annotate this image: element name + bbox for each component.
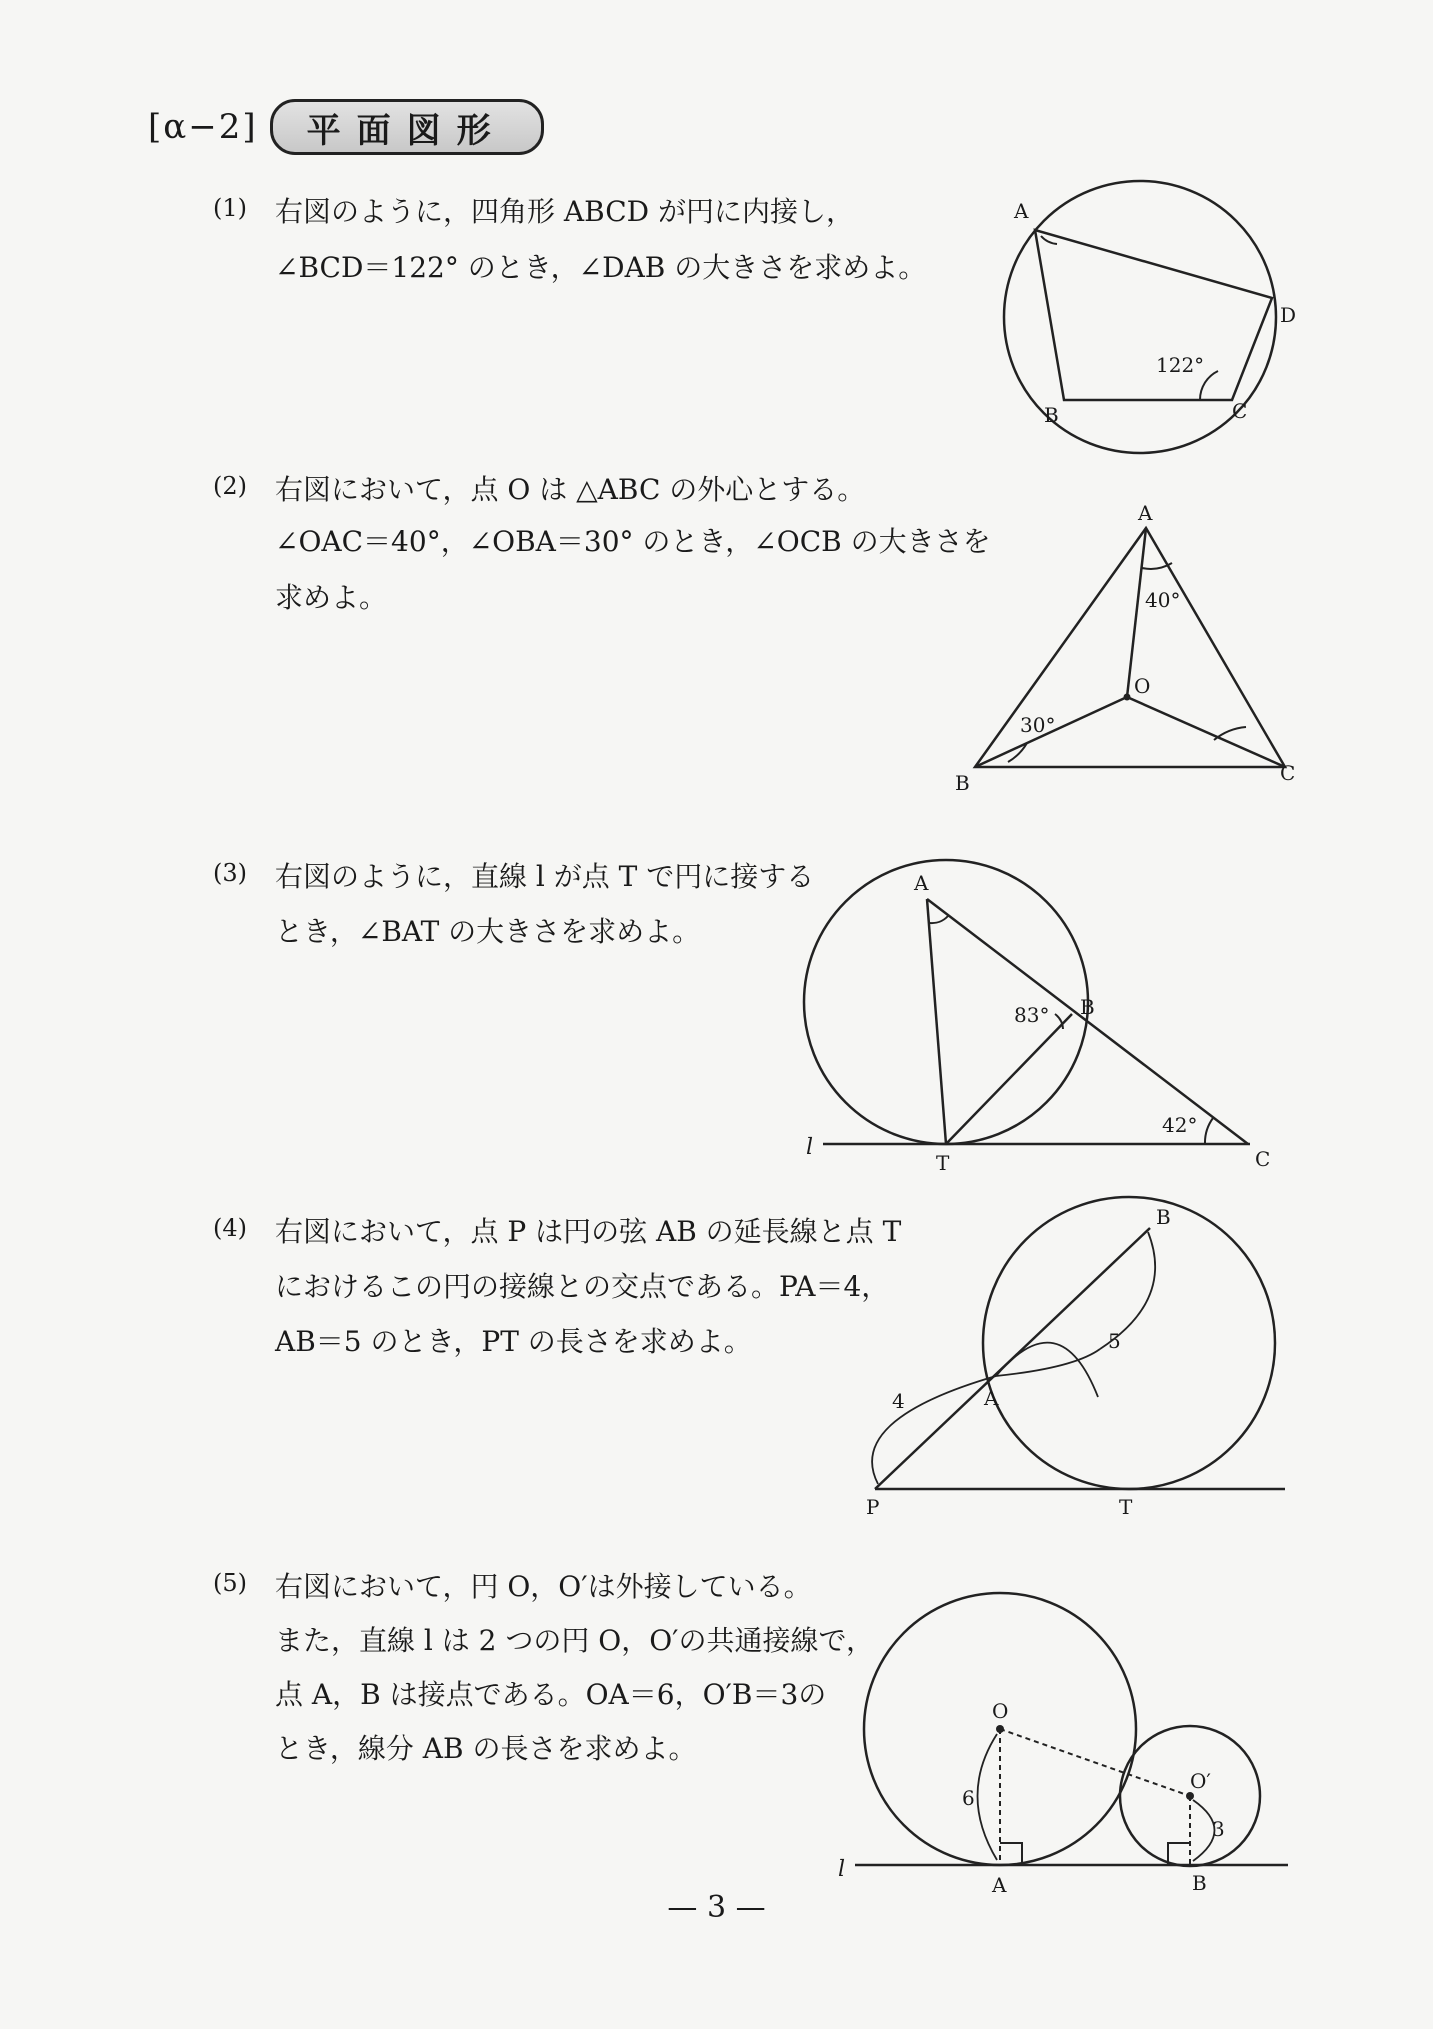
length-label-4: 4 bbox=[892, 1389, 905, 1413]
angle-label-30: 30° bbox=[1020, 713, 1056, 737]
problem-text-line: 求めよ。 bbox=[275, 581, 388, 614]
problem-number: (4) bbox=[213, 1214, 247, 1242]
angle-label-83: 83° bbox=[1014, 1003, 1050, 1027]
problem-text-line: 右図において，円 O，O′は外接している。 bbox=[275, 1570, 812, 1603]
problem-text-line: 右図において，点 P は円の弦 AB の延長線と点 T bbox=[275, 1215, 902, 1248]
label-b: B bbox=[1156, 1205, 1171, 1229]
label-l: l bbox=[838, 1857, 846, 1882]
angle-label: 122° bbox=[1156, 353, 1205, 377]
label-t: T bbox=[1119, 1495, 1133, 1519]
problem-text-line: AB＝5 のとき，PT の長さを求めよ。 bbox=[275, 1325, 752, 1358]
angle-label-40: 40° bbox=[1145, 588, 1181, 612]
problem-text-line: 右図のように，直線 l が点 T で円に接する bbox=[275, 860, 815, 893]
problem-number: (2) bbox=[213, 472, 247, 500]
section-code: [α−2] bbox=[148, 107, 258, 147]
label-c: C bbox=[1255, 1147, 1271, 1171]
label-l: l bbox=[806, 1135, 814, 1160]
problem-text-line: とき，線分 AB の長さを求めよ。 bbox=[275, 1732, 697, 1765]
label-t: T bbox=[936, 1151, 950, 1175]
problem-text-line: とき，∠BAT の大きさを求めよ。 bbox=[275, 915, 701, 948]
problem-text-line: 点 A，B は接点である。OA＝6，O′B＝3の bbox=[275, 1678, 827, 1711]
label-b: B bbox=[1080, 995, 1095, 1019]
problem-text-line: 右図において，点 O は △ABC の外心とする。 bbox=[275, 473, 866, 506]
problem-text-line: ∠BCD＝122° のとき，∠DAB の大きさを求めよ。 bbox=[275, 251, 927, 284]
label-o: O bbox=[1134, 674, 1151, 698]
length-label-5: 5 bbox=[1108, 1329, 1121, 1353]
label-a: A bbox=[992, 1873, 1007, 1897]
length-label-6: 6 bbox=[962, 1786, 975, 1810]
problem-number: (5) bbox=[213, 1569, 247, 1597]
label-o-prime: O′ bbox=[1190, 1769, 1211, 1793]
page-number: — 3 — bbox=[667, 1890, 766, 1925]
section-title-badge: 平面図形 bbox=[270, 99, 544, 155]
problem-text-line: 右図のように，四角形 ABCD が円に内接し， bbox=[275, 195, 854, 228]
length-label-3: 3 bbox=[1212, 1817, 1225, 1841]
problem-text-line: におけるこの円の接線との交点である。PA＝4， bbox=[275, 1270, 890, 1303]
problem-text-line: ∠OAC＝40°，∠OBA＝30° のとき，∠OCB の大きさを bbox=[275, 525, 991, 558]
label-p: P bbox=[866, 1495, 880, 1519]
label-a: A bbox=[984, 1386, 999, 1410]
label-b: B bbox=[955, 771, 970, 795]
angle-label-42: 42° bbox=[1162, 1113, 1198, 1137]
label-b: B bbox=[1192, 1871, 1207, 1895]
label-c: C bbox=[1280, 761, 1296, 785]
label-b: B bbox=[1044, 403, 1059, 427]
label-a: A bbox=[1014, 199, 1029, 223]
problem-number: (3) bbox=[213, 859, 247, 887]
label-c: C bbox=[1232, 399, 1248, 423]
label-a: A bbox=[1138, 501, 1153, 525]
label-a: A bbox=[914, 871, 929, 895]
problem-number: (1) bbox=[213, 194, 247, 222]
label-d: D bbox=[1280, 303, 1297, 327]
problem-text-line: また，直線 l は 2 つの円 O，O′の共通接線で， bbox=[275, 1624, 874, 1657]
label-o: O bbox=[992, 1699, 1009, 1723]
